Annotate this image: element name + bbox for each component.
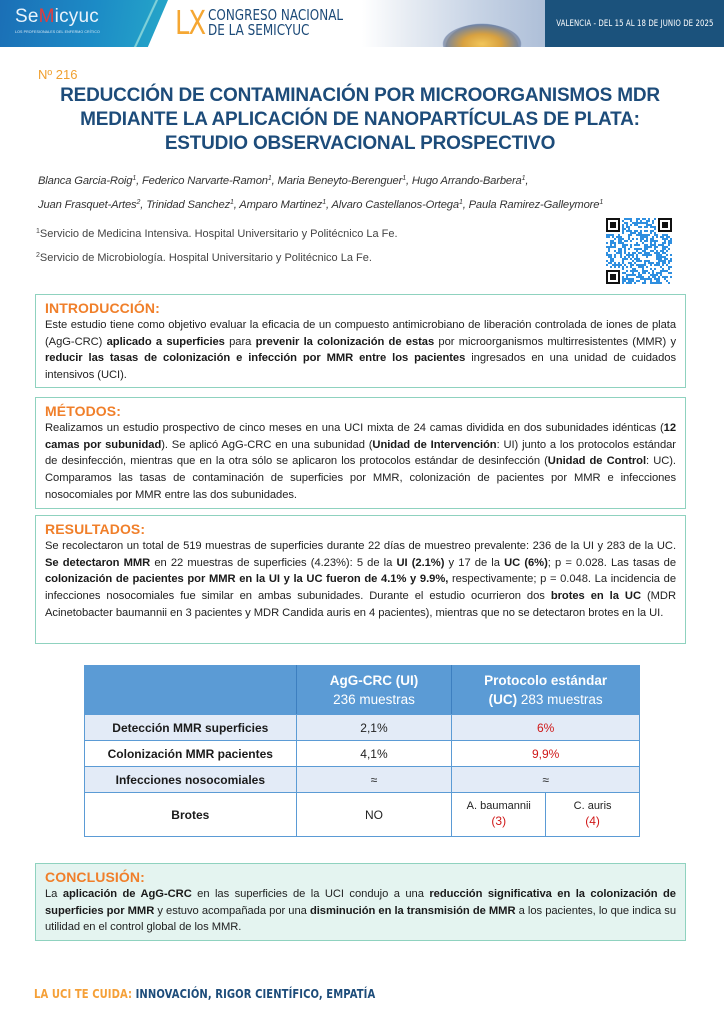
author: Trinidad Sanchez$^1$ — [146, 199, 234, 211]
qr-finder-pattern — [662, 222, 668, 228]
body-text: ; p = 0.028. Las tasas de — [547, 556, 677, 569]
section-body — [45, 886, 676, 936]
author-affiliation-num: 1 — [132, 175, 137, 182]
author-affiliation-num: 2 — [136, 199, 141, 206]
header-uc-samples: 283 muestras — [517, 692, 603, 707]
qr-finder-pattern — [610, 274, 616, 280]
congress-line-1: CONGRESO NACIONAL — [208, 6, 344, 24]
section-heading: INTRODUCCIÓN: — [45, 300, 160, 316]
table-row — [85, 767, 640, 793]
header-ui — [296, 666, 452, 715]
title-line: ESTUDIO OBSERVACIONAL PROSPECTIVO — [164, 133, 556, 154]
section-resultados — [35, 515, 686, 644]
congress-number: LX — [175, 3, 206, 42]
abstract-number: Nº 216 — [38, 67, 78, 82]
body-text: : UC). Comparamos las tasas de contaminación de superficies por MMR, colonización de pacientes por MMR e infecciones nosocomiales por MMR entre las dos subunidades. — [45, 455, 676, 501]
emphasis-text: Unidad de Intervención — [372, 438, 497, 451]
body-text: Este estudio tiene como objetivo evaluar la eficacia de un compuesto antimicrobiano de liberación controlada de iones de plata (AgG-CRC) — [45, 319, 676, 348]
banner-date-panel — [545, 0, 724, 47]
section-body — [45, 538, 676, 622]
section-introduccion — [35, 294, 686, 388]
footer-slogan — [34, 986, 375, 1001]
emphasis-text: brotes en la UC — [550, 590, 641, 603]
body-text: a los pacientes, lo que indica su utilidad en el control global de los MMR. — [45, 904, 676, 934]
section-conclusion — [35, 863, 686, 941]
affiliations — [36, 221, 398, 269]
logo-text-pre: Se — [15, 6, 39, 27]
body-text: (MDR Acinetobacter baumannii en 3 pacientes y MDR Candida auris en 4 pacientes), mientras que no se detectaron brotes en la UI. — [45, 590, 676, 619]
cell-uc-auris — [546, 793, 640, 837]
author: Blanca Garcia-Roig$^1$ — [38, 175, 137, 187]
valencia-architecture-photo — [362, 0, 545, 47]
table-header-row — [85, 666, 640, 715]
logo-ecg-m: M — [38, 6, 55, 27]
row-label: Colonización MMR pacientes — [85, 741, 297, 767]
title-line: REDUCCIÓN DE CONTAMINACIÓN POR MICROORGANISMOS MDR — [60, 85, 660, 106]
author: Juan Frasquet-Artes$^2$ — [38, 199, 141, 211]
table-row-brotes — [85, 793, 640, 837]
section-body — [45, 317, 676, 384]
author-affiliation-num: 1 — [402, 175, 406, 182]
affiliation-text: Servicio de Medicina Intensiva. Hospital Universitario y Politécnico La Fe. — [39, 228, 398, 240]
section-body — [45, 420, 676, 504]
event-date-location: VALENCIA - DEL 15 AL 18 DE JUNIO DE 2025 — [555, 18, 714, 29]
author: Paula Ramirez-Galleymore$^1$ — [468, 199, 604, 211]
author: Hugo Arrando-Barbera$^1$ — [411, 175, 526, 187]
author: Maria Beneyto-Berenguer$^1$ — [277, 175, 406, 187]
author-affiliation-num: 1 — [267, 175, 272, 182]
emphasis-text: aplicación de AgG-CRC — [62, 888, 192, 900]
qr-finder-pattern — [610, 222, 616, 228]
body-text: en las superficies de la UCI condujo a una — [191, 888, 430, 900]
author-affiliation-num: 1 — [322, 199, 326, 206]
affiliation-2 — [36, 245, 398, 269]
footer-slogan-lead: LA UCI TE CUIDA: — [34, 986, 133, 1001]
header-ui-title: AgG-CRC (UI) — [329, 673, 419, 688]
body-text: Realizamos un estudio prospectivo de cinco meses en una UCI mixta de 24 camas dividida en dos subunidades idénticas ( — [45, 422, 664, 434]
cell-ui: 4,1% — [296, 741, 452, 767]
qr-code[interactable] — [606, 218, 672, 284]
header-uc-title: Protocolo estándar — [484, 673, 608, 688]
poster-title — [30, 84, 690, 156]
body-text: en 22 muestras de superficies (4.23%): 5 de la — [150, 556, 397, 569]
footer-slogan-values: INNOVACIÓN, RIGOR CIENTÍFICO, EMPATÍA — [132, 986, 376, 1001]
body-text: y estuvo acompañada por una — [154, 904, 310, 917]
body-text: ingresados en una unidad de cuidados intensivos (UCI). — [45, 352, 676, 382]
author: Amparo Martinez$^1$ — [239, 199, 326, 211]
organism-count: (3) — [491, 814, 507, 828]
header-ui-samples: 236 muestras — [333, 692, 415, 707]
header-empty-cell — [85, 666, 297, 715]
affiliation-1 — [36, 221, 398, 245]
cell-ui: NO — [296, 793, 452, 837]
affiliation-text: Servicio de Microbiología. Hospital Universitario y Politécnico La Fe. — [39, 252, 372, 264]
cell-uc: 9,9% — [452, 741, 640, 767]
organism-name: A. baumannii — [466, 800, 531, 812]
section-metodos — [35, 397, 686, 509]
semicyuc-logo — [15, 6, 100, 34]
header-banner — [0, 0, 724, 47]
congress-title — [175, 5, 377, 41]
author-affiliation-num: 1 — [599, 199, 604, 206]
body-text: La — [45, 888, 63, 900]
banner-divider — [118, 0, 174, 47]
row-label: Infecciones nosocomiales — [85, 767, 297, 793]
author-affiliation-num: 1 — [230, 199, 234, 206]
organism-name: C. auris — [573, 800, 612, 812]
body-text: para — [224, 335, 256, 348]
title-line: MEDIANTE LA APLICACIÓN DE NANOPARTÍCULAS DE PLATA: — [80, 109, 640, 130]
logo-text-post: icyuc — [54, 6, 99, 27]
affiliation-num: 1 — [36, 228, 40, 235]
body-text: : UI) junto a los protocolos estándar de desinfección, mientras que en la otra sólo se aplicaron los protocolos estándar de desinfección ( — [45, 438, 676, 468]
author-affiliation-num: 1 — [458, 199, 463, 206]
emphasis-text: reducción significativa en la colonización de superficies por MMR — [45, 888, 676, 917]
emphasis-text: UI (2.1%) — [396, 556, 445, 569]
emphasis-text: Unidad de Control — [547, 455, 647, 468]
emphasis-text: aplicado a superficies — [106, 335, 225, 348]
body-text: por microorganismos multirresistentes (MMR) y — [434, 335, 676, 348]
cell-uc: ≈ — [452, 767, 640, 793]
row-label: Detección MMR superficies — [85, 715, 297, 741]
cell-ui: ≈ — [296, 767, 452, 793]
header-uc — [452, 666, 640, 715]
author: Alvaro Castellanos-Ortega$^1$ — [331, 199, 463, 211]
congress-line-2: DE LA SEMICYUC — [208, 21, 310, 39]
emphasis-text: Se detectaron MMR — [45, 556, 151, 569]
section-heading: CONCLUSIÓN: — [45, 869, 145, 885]
emphasis-text: prevenir la colonización de estas — [255, 335, 435, 348]
body-text: Se recolectaron un total de 519 muestras de superficies durante 22 días de muestreo prevalente: 236 de la UI y 283 de la UC. — [45, 540, 676, 552]
cell-ui: 2,1% — [296, 715, 452, 741]
row-label: Brotes — [85, 793, 297, 837]
emphasis-text: colonización de pacientes por MMR en la UI y la UC fueron de 4.1% y 9.9%, — [45, 573, 449, 586]
body-text: respectivamente; p = 0.048. La incidencia de infecciones nosocomiales fue similar en ambas subunidades. Durante el estudio ocurrieron dos — [45, 573, 676, 603]
body-text: y 17 de la — [444, 556, 505, 569]
cell-uc: 6% — [452, 715, 640, 741]
author-list: Blanca Garcia-Roig$^1$, Federico Narvarte-Ramon$^1$, Maria Beneyto-Berenguer$^1$, Hugo Arrando-Barbera$^1$, Juan Frasquet-Artes$^2$, Trinidad Sanchez$^1$, Amparo Martinez$^1$, Alvaro Castellanos-Ortega$^1$, Paula Ramirez-Galleymore$^1$ — [38, 175, 604, 211]
cell-uc-baumannii — [452, 793, 546, 837]
emphasis-text: disminución en la transmisión de MMR — [309, 904, 516, 917]
author-affiliation-num: 1 — [521, 175, 526, 182]
affiliation-num: 2 — [36, 252, 40, 259]
logo-tagline: LOS PROFESIONALES DEL ENFERMO CRÍTICO — [15, 30, 100, 34]
emphasis-text: 12 camas por subunidad — [45, 422, 676, 451]
body-text: ). Se aplicó AgG-CRC en una subunidad ( — [161, 438, 373, 451]
emphasis-text: reducir las tasas de colonización e infección por MMR entre los pacientes — [45, 352, 466, 365]
section-heading: RESULTADOS: — [45, 521, 146, 537]
table-row — [85, 715, 640, 741]
table-row — [85, 741, 640, 767]
section-heading: MÉTODOS: — [45, 403, 121, 419]
header-uc-abbrev: (UC) — [488, 692, 518, 707]
organism-count: (4) — [585, 814, 600, 828]
emphasis-text: UC (6%) — [504, 556, 548, 569]
results-table — [84, 665, 640, 837]
author: Federico Narvarte-Ramon$^1$ — [141, 175, 272, 187]
